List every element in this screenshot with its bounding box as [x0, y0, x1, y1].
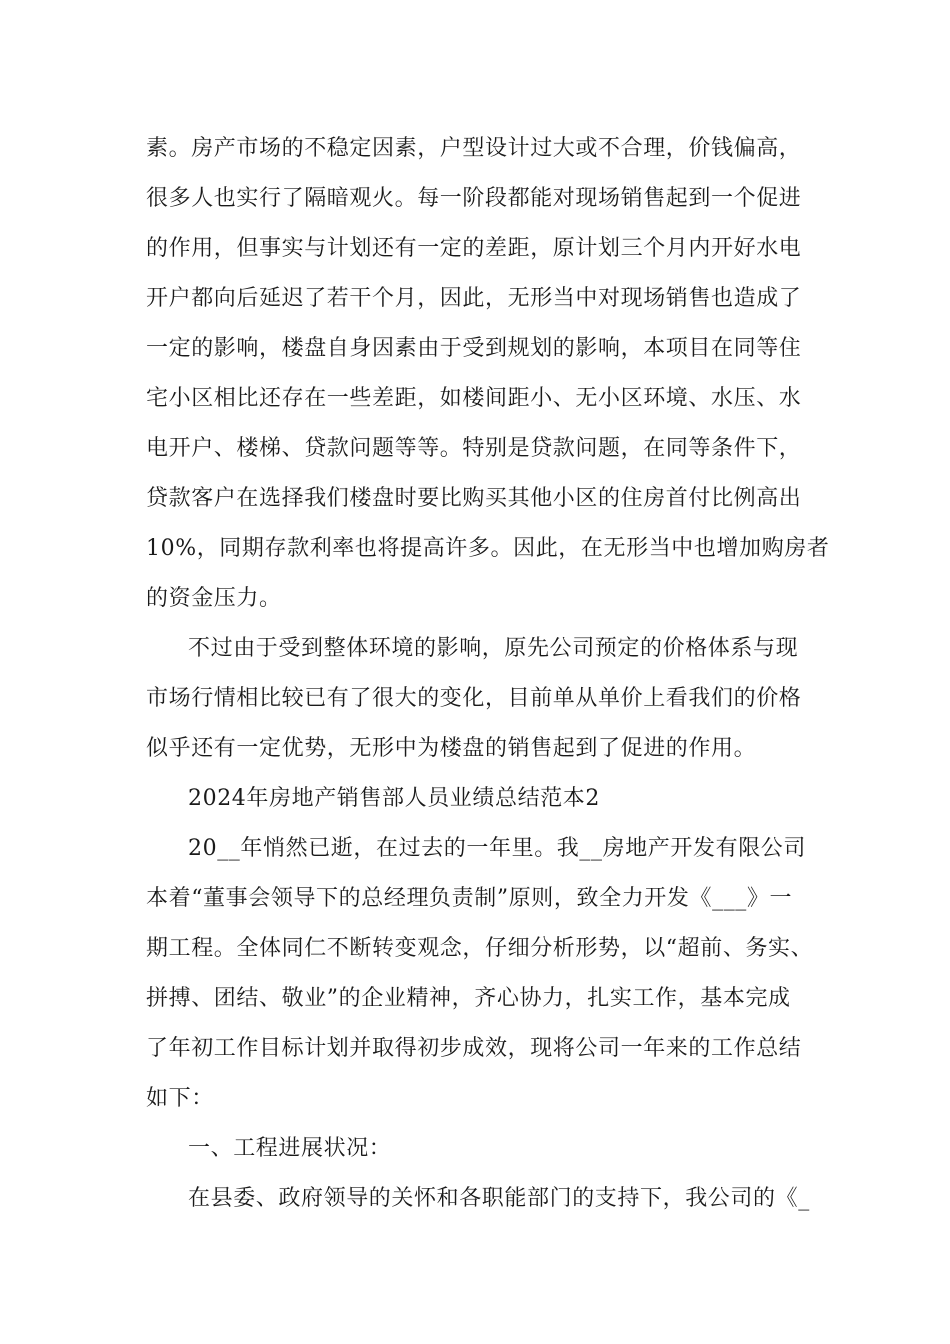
body-text-line: 的资金压力。 — [146, 586, 282, 611]
section-heading: 2024年房地产销售部人员业绩总结范本2 — [188, 786, 600, 811]
paragraph-first-line: 在县委、政府领导的关怀和各职能部门的支持下，我公司的《_ — [188, 1186, 810, 1211]
subsection-heading: 一、工程进展状况： — [188, 1136, 392, 1161]
paragraph-first-line: 20__年悄然已逝，在过去的一年里。我__房地产开发有限公司 — [188, 836, 806, 861]
paragraph-first-line: 不过由于受到整体环境的影响，原先公司预定的价格体系与现 — [188, 636, 799, 661]
body-text-line: 似乎还有一定优势，无形中为楼盘的销售起到了促进的作用。 — [146, 736, 757, 761]
body-text-line: 期工程。全体同仁不断转变观念，仔细分析形势，以“超前、务实、 — [146, 936, 814, 961]
body-text-line: 的作用，但事实与计划还有一定的差距，原计划三个月内开好水电 — [146, 236, 802, 261]
body-text-line: 一定的影响，楼盘自身因素由于受到规划的影响，本项目在同等住 — [146, 336, 802, 361]
body-text-line: 10%，同期存款利率也将提高许多。因此，在无形当中也增加购房者 — [146, 536, 830, 561]
body-text-line: 素。房产市场的不稳定因素，户型设计过大或不合理，价钱偏高， — [146, 136, 802, 161]
body-text-line: 贷款客户在选择我们楼盘时要比购买其他小区的住房首付比例高出 — [146, 486, 802, 511]
body-text-line: 宅小区相比还存在一些差距，如楼间距小、无小区环境、水压、水 — [146, 386, 802, 411]
body-text-line: 很多人也实行了隔暗观火。每一阶段都能对现场销售起到一个促进 — [146, 186, 802, 211]
body-text-line: 市场行情相比较已有了很大的变化，目前单从单价上看我们的价格 — [146, 686, 802, 711]
body-text-line: 如下： — [146, 1086, 214, 1111]
body-text-line: 本着“董事会领导下的总经理负责制”原则，致全力开发《___》一 — [146, 886, 793, 911]
body-text-line: 拼搏、团结、敬业”的企业精神，齐心协力，扎实工作，基本完成 — [146, 986, 791, 1011]
body-text-line: 电开户、楼梯、贷款问题等等。特别是贷款问题，在同等条件下， — [146, 436, 802, 461]
body-text-line: 了年初工作目标计划并取得初步成效，现将公司一年来的工作总结 — [146, 1036, 802, 1061]
body-text-line: 开户都向后延迟了若干个月，因此，无形当中对现场销售也造成了 — [146, 286, 802, 311]
